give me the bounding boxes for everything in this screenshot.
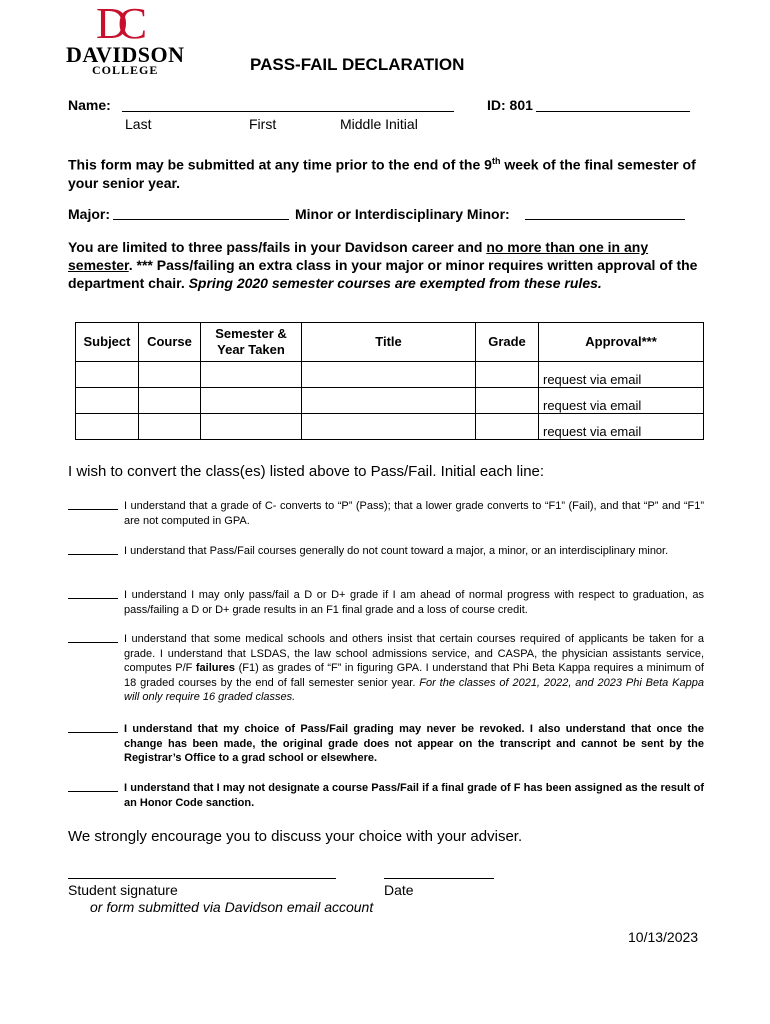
date-input[interactable] [384,878,494,879]
approval-cell: request via email [539,414,704,440]
title-cell[interactable] [302,388,476,414]
subject-cell[interactable] [76,414,139,440]
college-logo-subtitle: COLLEGE [92,63,159,77]
date-label: Date [384,882,414,898]
encourage-text: We strongly encourage you to discuss your choice with your adviser. [68,828,523,845]
title-cell[interactable] [302,362,476,388]
initial-item-4: I understand that some medical schools and others insist that certain courses required of applicants be taken for a grade. I understand that LSDAS, the law school admissions service, and CASPA, the physician assistants service, computes P/F failures (F1) as grades of “F” in figuring GPA. I understand that Phi Beta Kappa requires a minimum of 18 graded courses by the end of fall semester senior year. For the classes of 2021, 2022, and 2023 Phi Beta Kappa will only require 16 graded classes. [68,632,704,705]
approval-cell: request via email [539,362,704,388]
initial-input-3[interactable] [68,588,118,599]
initial-input-2[interactable] [68,544,118,555]
course-cell[interactable] [139,414,201,440]
title-cell[interactable] [302,414,476,440]
initial-input-5[interactable] [68,722,118,733]
initial-item-1: I understand that a grade of C- converts to “P” (Pass); that a lower grade converts to “F1” (Fail), and that “P” and “F1” are not computed in GPA. [68,499,704,528]
major-input[interactable] [113,219,289,220]
table-header-row [76,323,704,362]
subject-cell[interactable] [76,388,139,414]
table-row [76,362,704,388]
header-grade: Grade [476,323,539,362]
name-label: Name: [68,97,111,113]
name-middle-caption: Middle Initial [340,116,418,132]
form-revision-date: 10/13/2023 [628,929,699,945]
minor-label: Minor or Interdisciplinary Minor: [295,206,510,222]
initial-item-6: I understand that I may not designate a course Pass/Fail if a final grade of F has been assigned as the result of an Honor Code sanction. [68,781,704,810]
grade-cell[interactable] [476,362,539,388]
header-title: Title [302,323,476,362]
limits-paragraph: You are limited to three pass/fails in your Davidson career and no more than one in any semester. *** Pass/failing an extra class in your major or minor requires written approval of the department chair. Spring 2020 semester courses are exempted from these rules. [68,239,698,291]
id-label: ID: 801 [487,97,533,113]
minor-input[interactable] [525,219,685,220]
semester-cell[interactable] [201,388,302,414]
signature-input[interactable] [68,878,336,879]
college-logo-name: DAVIDSON [66,42,185,67]
subject-cell[interactable] [76,362,139,388]
signature-label: Student signature [68,882,178,898]
header-subject: Subject [76,323,139,362]
form-title: PASS-FAIL DECLARATION [250,55,465,74]
semester-cell[interactable] [201,414,302,440]
name-first-caption: First [249,116,277,132]
initial-item-2: I understand that Pass/Fail courses generally do not count toward a major, a minor, or an interdisciplinary minor. [68,544,704,559]
college-logo-monogram: DC [96,0,138,48]
initial-input-4[interactable] [68,632,118,643]
initial-input-1[interactable] [68,499,118,510]
course-cell[interactable] [139,362,201,388]
grade-cell[interactable] [476,388,539,414]
initial-input-6[interactable] [68,781,118,792]
initials-intro: I wish to convert the class(es) listed above to Pass/Fail. Initial each line: [68,463,545,480]
deadline-paragraph: This form may be submitted at any time prior to the end of the 9th week of the final semester of your senior year. [68,156,696,191]
major-label: Major: [68,206,110,222]
header-semester: Semester & Year Taken [201,323,302,362]
initial-item-5: I understand that my choice of Pass/Fail grading may never be revoked. I also understand that once the change has been made, the original grade does not appear on the transcript and cannot be sent by the Registrar’s Office to a grad school or elsewhere. [68,722,704,766]
name-last-caption: Last [125,116,152,132]
signature-note: or form submitted via Davidson email account [90,899,374,915]
table-row [76,388,704,414]
id-input[interactable] [536,111,690,112]
initial-item-3: I understand I may only pass/fail a D or D+ grade if I am ahead of normal progress with respect to graduation, as pass/failing a D or D+ grade results in an F1 final grade and a loss of course credit. [68,588,704,617]
name-input[interactable] [122,111,454,112]
grade-cell[interactable] [476,414,539,440]
approval-cell: request via email [539,388,704,414]
course-table [75,322,704,440]
header-course: Course [139,323,201,362]
table-row [76,414,704,440]
semester-cell[interactable] [201,362,302,388]
course-cell[interactable] [139,388,201,414]
header-approval: Approval*** [539,323,704,362]
